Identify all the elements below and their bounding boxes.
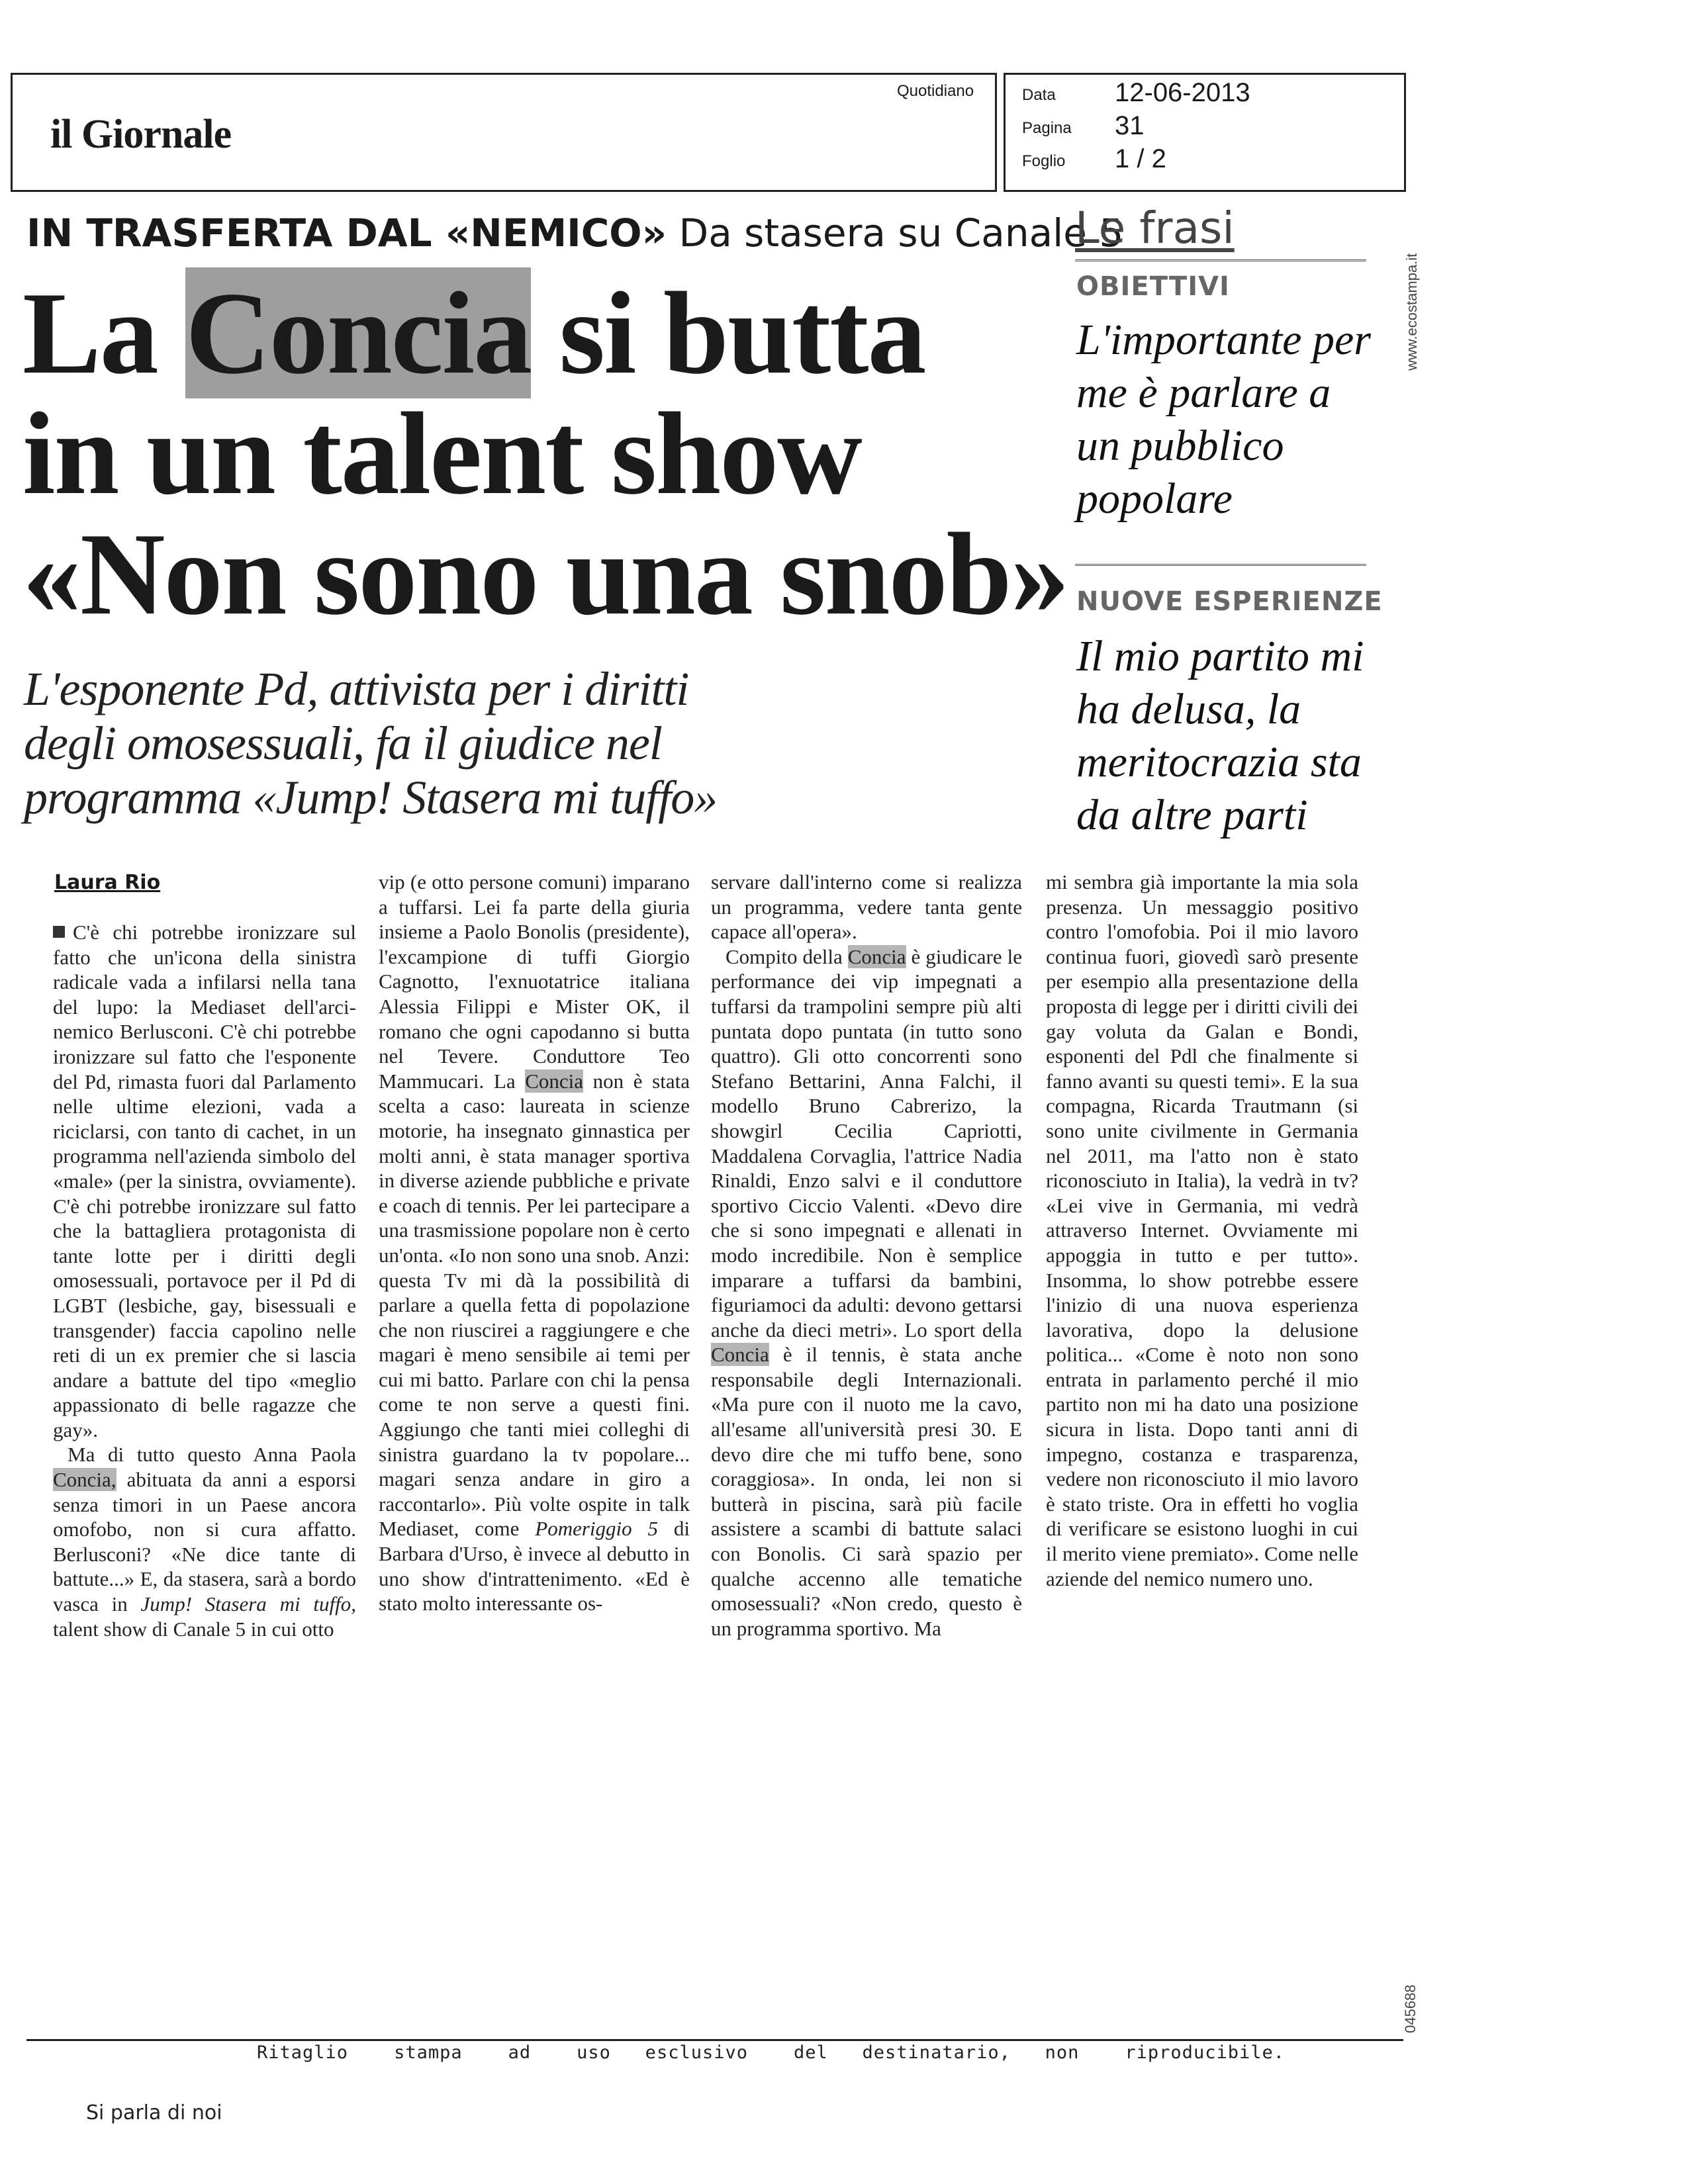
subheadline: L'esponente Pd, attivista per i diritti degli omosessuali, fa il giudice nel programma «Jump! Stasera mi tuffo» xyxy=(24,662,718,824)
sidebar-rule-top xyxy=(1075,259,1366,263)
page-value: 31 xyxy=(1115,111,1145,140)
headline-highlight: Concia xyxy=(185,267,532,398)
paragraph-square-icon xyxy=(53,926,65,938)
sidebar-kicker-1: OBIETTIVI xyxy=(1076,271,1230,302)
kicker-rest: Da stasera su Canale 5 xyxy=(667,210,1124,255)
sidebar-rule-middle xyxy=(1075,564,1366,568)
highlight-concia: Concia, xyxy=(53,1468,117,1492)
clipping-code: 045688 xyxy=(1402,1984,1419,2033)
highlight-concia: Concia xyxy=(847,944,906,968)
sidebar-kicker-2: NUOVE ESPERIENZE xyxy=(1076,586,1383,617)
publication-name: il Giornale xyxy=(50,112,232,157)
headline-line-2: in un talent show xyxy=(23,388,861,519)
headline xyxy=(23,267,1068,639)
article-column-2: vip (e otto persone comuni) imparano a tuffarsi. Lei fa parte della giuria insieme a Paolo Bonolis (presidente), l'excampione di tuffi Giorgio Cagnotto, l'exnuotatrice italiana Alessia Filippi e Mister OK, il romano che ogni capodanno si butta nel Tevere. Conduttore Teo Mammucari. La Concia non è stata scelta a caso: laureata in scienze motorie, ha insegnato ginnastica per molti anni, è stata manager sportiva in diverse aziende pubbliche e private e coach di tennis. Per lei partecipare a una trasmissione popolare non è certo un'onta. «Io non sono una snob. Anzi: questa Tv mi dà la possibilità di parlare a quella fetta di popolazione che non riuscirei a raggiungere e che magari è meno sensibile ai temi per cui mi batto. Parlare con chi la pensa come te non serve a questi fini. Aggiungo che tanti miei colleghi di sinistra guardano la tv popolare... magari senza andare in giro a raccontarlo». Più volte ospite in talk Mediaset, come Pomeriggio 5 di Barbara d'Urso, è invece al debutto in uno show d'intrattenimento. «Ed è stato molto interessante os- xyxy=(379,870,690,1615)
sidebar-title: Le frasi xyxy=(1075,203,1235,253)
byline: Laura Rio xyxy=(54,871,161,894)
highlight-concia: Concia xyxy=(525,1069,584,1093)
article-column-1: C'è chi potrebbe ironizzare sul fatto che un'icona della sinistra radicale vada a infilarsi nella tana del lupo: la Mediaset dell'arci-nemico Berlusconi. C'è chi potrebbe ironizzare sul fatto che l'esponente del Pd, rimasta fuori dal Parlamento nelle ultime elezioni, vada a riciclarsi, con tanto di cachet, in un programma nell'azienda simbolo del «male» (per la sinistra, ovviamente). C'è chi potrebbe ironizzare sul fatto che la battagliera protagonista di tante lotte per i diritti degli omosessuali, portavoce per il Pd di LGBT (lesbiche, gay, bisessuali e transgender) faccia capolino nelle reti di un ex premier che si lascia andare a battute del tipo «meglio appassionato di belle ragazze che gay». Ma di tutto questo Anna Paola Concia, abituata da anni a esporsi senza timori in un Paese ancora omofobo, non si cura affatto. Berlusconi? «Ne dice tante di battute...» E, da stasera, sarà a bordo vasca in Jump! Stasera mi tuffo, talent show di Canale 5 in cui otto xyxy=(53,921,356,1641)
footer-rule xyxy=(26,2039,1403,2041)
article-column-4: mi sembra già importante la mia sola presenza. Un messaggio positivo contro l'omofobia. Poi il mio lavoro continua fuori, giovedì sarò presente per esempio alla presentazione della proposta di legge per i diritti civili dei gay voluta da Galan e Bondi, esponenti del Pdl che finalmente si fanno avanti su questi temi». E la sua compagna, Ricarda Trautmann (si sono unite civilmente in Germania nel 2011, ma l'atto non è stato riconosciuto in Italia), la vedrà in tv? «Lei vive in Germania, mi vedrà attraverso Internet. Ovviamente mi appoggia in tutto e per tutto». Insomma, lo show potrebbe essere l'inizio di una nuova esperienza lavorativa, dopo la delusione politica... «Come è noto non sono entrata in parlamento perché il mio partito non mi ha dato una posizione sicura in lista. Dopo tanti anni di impegno, costanza e trasparenza, vedere non riconosciuto il mio lavoro è stato triste. Ora in effetti ho voglia di verificare se esistono luoghi in cui il merito viene premiato». Come nelle aziende del nemico numero uno. xyxy=(1046,870,1358,1590)
sidebar-quote-2: Il mio partito mi ha delusa, la meritocrazia sta da altre parti xyxy=(1076,632,1364,839)
sheet-label: Foglio xyxy=(1022,152,1066,170)
footer-note: Si parla di noi xyxy=(86,2101,222,2124)
headline-line-3: «Non sono una snob» xyxy=(23,508,1068,639)
date-label: Data xyxy=(1022,86,1056,104)
highlight-concia: Concia xyxy=(711,1343,769,1367)
website-vertical: www.ecostampa.it xyxy=(1403,253,1420,371)
article-column-3: servare dall'interno come si realizza un programma, vedere tanta gente capace all'opera». Compito della Concia è giudicare le performance dei vip impegnati a tuffarsi da trampolini sempre più alti puntata dopo puntata (in tutto sono quattro). Gli otto concorrenti sono Stefano Bettarini, Anna Falchi, il modello Bruno Cabrerizo, la showgirl Cecilia Capriotti, Maddalena Corvaglia, l'attrice Nadia Rinaldi, Enzo salvi e il conduttore sportivo Ciccio Valenti. «Devo dire che si sono impegnati e allenati in modo incredibile. Non è semplice imparare a tuffarsi da bambini, figuriamoci da adulti: devono gettarsi anche da dieci metri». Lo sport della Concia è il tennis, è stata anche responsabile degli Internazionali. «Ma pure con il nuoto me la cavo, all'esame all'università presi 30. E devo dire che mi tuffo bene, sono coraggiosa». In onda, lei non si butterà in piscina, sarà più facile assistere a scambi di battute salaci con Bonolis. Ci sarà spazio per qualche accenno alle tematiche omosessuali? «Non credo, questo è un programma sportivo. Ma xyxy=(711,870,1022,1640)
sidebar-quote-1: L'importante per me è parlare a un pubblico popolare xyxy=(1076,316,1371,523)
headline-line-1: La Concia si butta xyxy=(23,267,925,398)
date-value: 12-06-2013 xyxy=(1115,78,1250,107)
page-label: Pagina xyxy=(1022,119,1072,137)
article-kicker xyxy=(26,210,1123,255)
kicker-bold: IN TRASFERTA DAL «NEMICO» xyxy=(26,210,667,255)
footer-disclaimer: Ritaglio stampa ad uso esclusivo del destinatario, non riproducibile. xyxy=(257,2042,1285,2063)
sheet-value: 1 / 2 xyxy=(1115,144,1166,173)
publication-type: Quotidiano xyxy=(897,82,974,100)
